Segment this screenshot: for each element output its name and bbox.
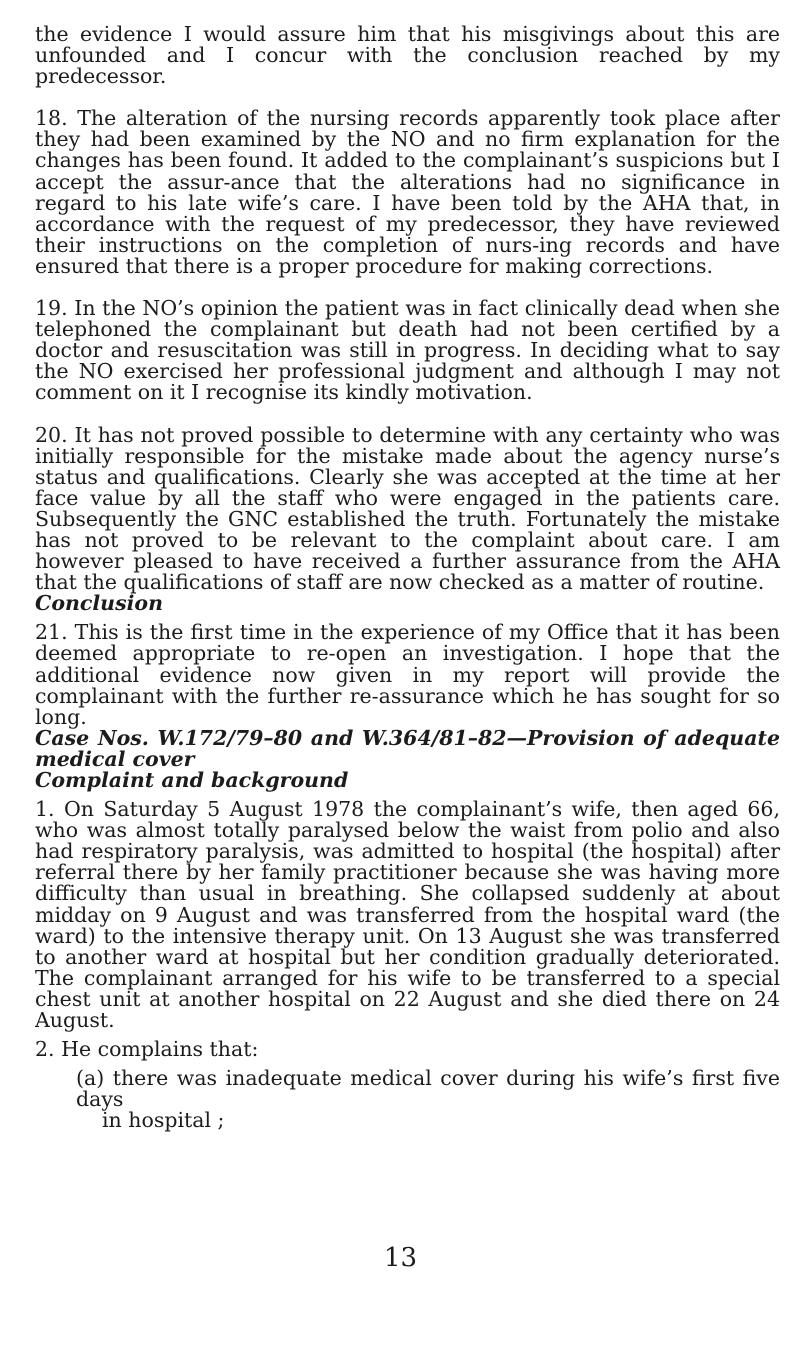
paragraph-1: 1. On Saturday 5 August 1978 the complainant’s wife, then aged 66, who was almost totally paralysed below the waist from polio and also had respiratory paralysis, was admitted to hospital (the hospital) after referral there by her family practitioner because she was having more difficulty than usual in breathing. She collapsed suddenly at about midday on 9 August and was transferred from the hospital ward (the ward) to the intensive therapy unit. On 13 August she was transferred to another ward at hospital but her condition gradually deteriorated. The complainant arranged for his wife to be transferred to a special chest unit at another hospital on 22 August and she died there on 24 August. [35, 797, 780, 1033]
paragraph-21: 21. This is the first time in the experience of my Office that it has been deemed appropriate to re-open an investigation. I hope that the additional evidence now given in my report will provide the complainant with the further re-assurance which he has sought for so long. [35, 620, 780, 729]
paragraph-18: 18. The alteration of the nursing records apparently took place after they had been examined by the NO and no firm explanation for the changes has been found. It added to the complainant’s suspicions but I accept the assur-ance that the alterations had no significance in regard to his late wife’s care. I have been told by the AHA that, in accordance with the request of my predecessor, they have reviewed their instructions on the completion of nurs-ing records and have ensured that there is a proper procedure for making corrections. [35, 106, 780, 278]
case-heading: Case Nos. W.172/79–80 and W.364/81–82—Provision of adequate medical cover [35, 725, 780, 771]
paragraph-2a-line1: (a) there was inadequate medical cover during his wife’s first five days [76, 1066, 780, 1112]
background-heading: Complaint and background [35, 768, 349, 792]
paragraph-20: 20. It has not proved possible to determine with any certainty who was initially responsible for the mistake made about the agency nurse’s status and qualifications. Clearly she was accepted at the time at her face value by all the staff who were engaged in the patients care. Subsequently the GNC established the truth. Fortunately the mistake has not proved to be relevant to the complaint about care. I am however pleased to have received a further assurance from the AHA that the qualifications of staff are now checked as a matter of routine. [35, 422, 780, 595]
paragraph-intro: the evidence I would assure him that his misgivings about this are unfounded and I concur with the conclusion reached by my predecessor. [35, 22, 780, 89]
document-page [35, 24, 780, 1132]
paragraph-2: 2. He complains that: [35, 1037, 259, 1062]
paragraph-2a-line2: in hospital ; [102, 1108, 225, 1133]
paragraph-19: 19. In the NO’s opinion the patient was in fact clinically dead when she telephoned the complainant but death had not been certified by a doctor and resuscitation was still in progress. In deciding what to say the NO exercised her professional judgment and although I may not comment on it I recognise its kindly motivation. [35, 296, 780, 405]
page-number: 13 [383, 1243, 418, 1273]
conclusion-heading: Conclusion [35, 591, 163, 616]
